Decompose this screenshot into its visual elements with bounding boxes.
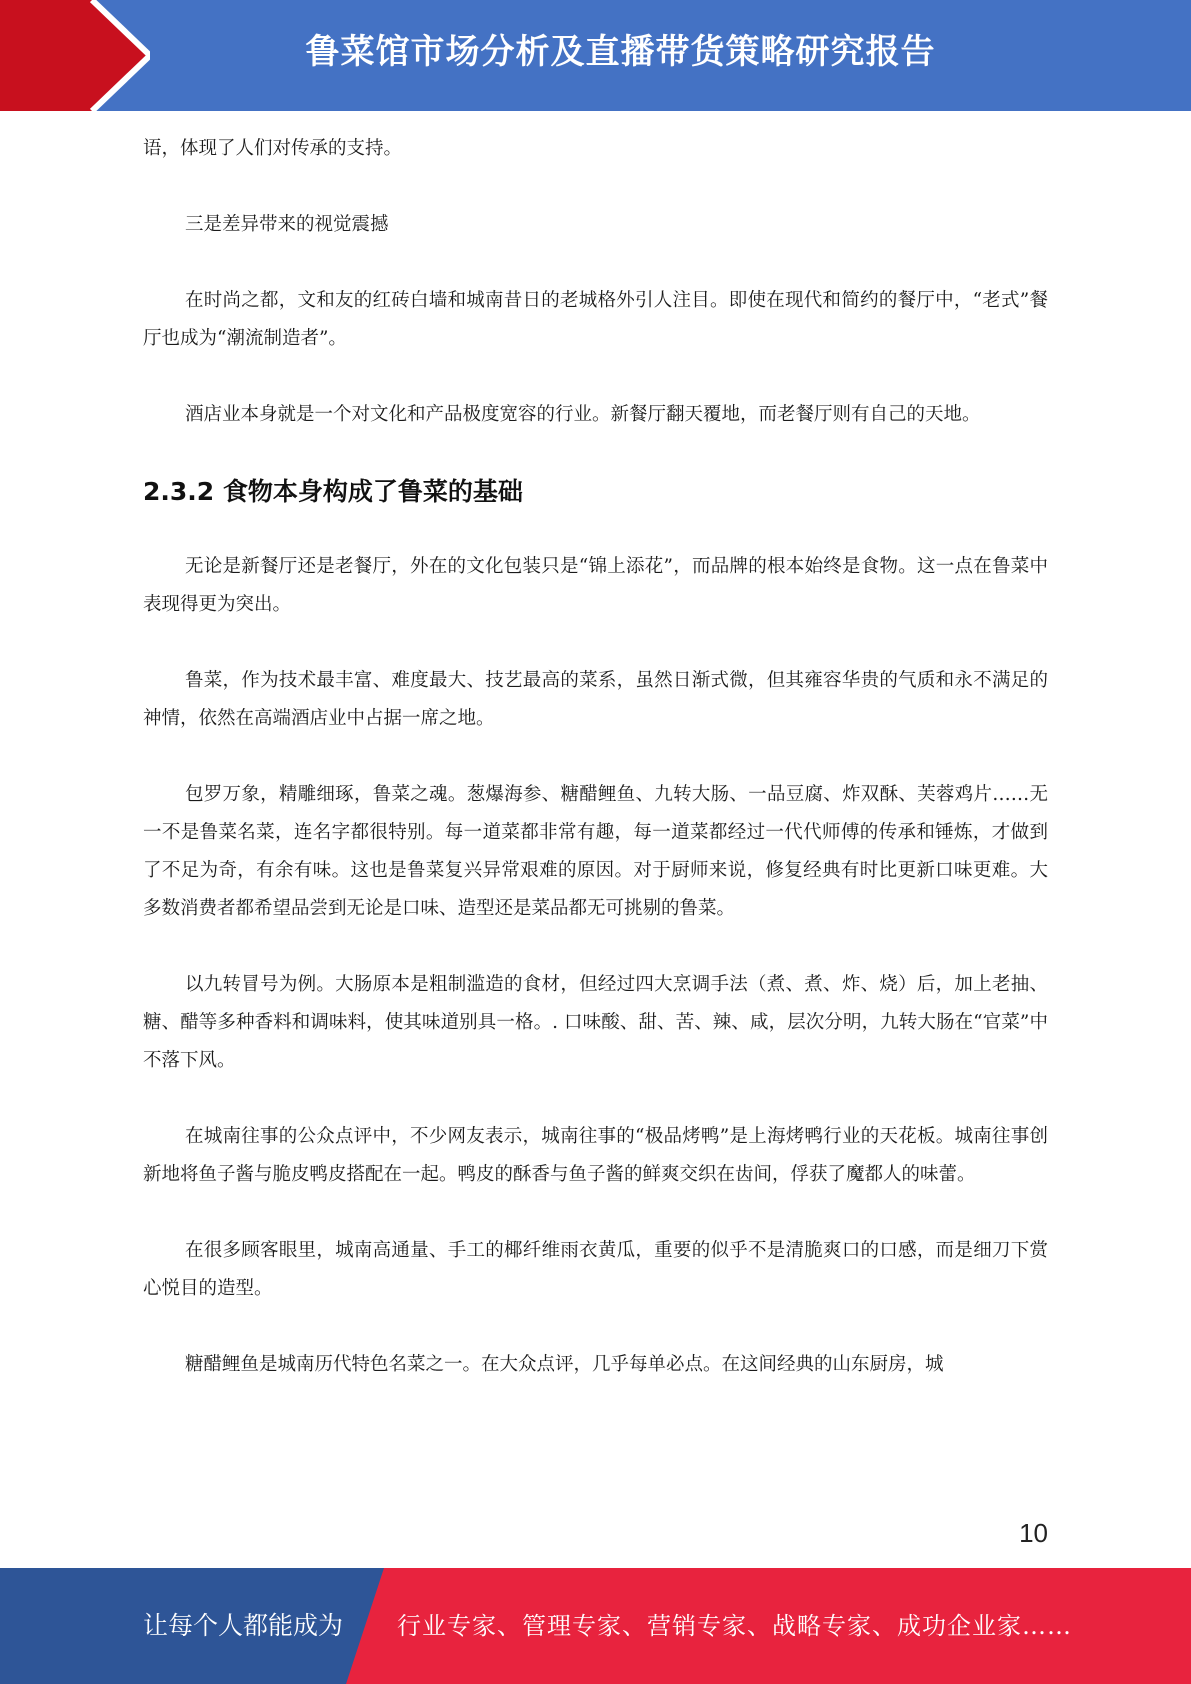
- paragraph: 鲁菜，作为技术最丰富、难度最大、技艺最高的菜系，虽然日渐式微，但其雍容华贵的气质和永不满足的神情，依然在高端酒店业中占据一席之地。: [143, 670, 1048, 729]
- header-red-chevron: [0, 0, 150, 111]
- paragraph: 语，体现了人们对传承的支持。: [143, 138, 403, 159]
- paragraph: 糖醋鲤鱼是城南历代特色名菜之一。在大众点评，几乎每单必点。在这间经典的山东厨房，城: [185, 1354, 944, 1375]
- footer-slogan-right: 行业专家、管理专家、营销专家、战略专家、成功企业家……: [397, 1612, 1072, 1640]
- footer-slogan-left: 让每个人都能成为: [143, 1611, 344, 1640]
- paragraph: 在很多顾客眼里，城南高通量、手工的椰纤维雨衣黄瓜，重要的似乎不是清脆爽口的口感，而是细刀下赏心悦目的造型。: [143, 1240, 1048, 1299]
- paragraph: 在城南往事的公众点评中，不少网友表示，城南往事的“极品烤鸭”是上海烤鸭行业的天花板。城南往事创新地将鱼子酱与脆皮鸭皮搭配在一起。鸭皮的酥香与鱼子酱的鲜爽交织在齿间，俘获了魔都人的味蕾。: [143, 1126, 1048, 1185]
- section-heading: 2.3.2 食物本身构成了鲁菜的基础: [143, 477, 523, 506]
- paragraph: 酒店业本身就是一个对文化和产品极度宽容的行业。新餐厅翻天覆地，而老餐厅则有自己的天地。: [185, 404, 981, 425]
- page-number: 10: [1019, 1518, 1048, 1548]
- paragraph: 以九转冒号为例。大肠原本是粗制滥造的食材，但经过四大烹调手法（煮、煮、炸、烧）后，加上老抽、糖、醋等多种香料和调味料，使其味道别具一格。. 口味酸、甜、苦、辣、咸，层次分明，九转大肠在“官菜”中不落下风。: [143, 974, 1048, 1071]
- header-title: 鲁菜馆市场分析及直播带货策略研究报告: [305, 32, 936, 72]
- page-footer-band: [0, 1568, 1191, 1684]
- paragraph: 无论是新餐厅还是老餐厅，外在的文化包装只是“锦上添花”，而品牌的根本始终是食物。这一点在鲁菜中表现得更为突出。: [143, 556, 1048, 615]
- paragraph: 三是差异带来的视觉震撼: [185, 214, 389, 235]
- paragraph: 在时尚之都，文和友的红砖白墙和城南昔日的老城格外引人注目。即使在现代和简约的餐厅中，“老式”餐厅也成为“潮流制造者”。: [143, 290, 1048, 349]
- page-header-band: [0, 0, 1191, 111]
- document-body: [143, 130, 1048, 1422]
- paragraph: 包罗万象，精雕细琢，鲁菜之魂。葱爆海参、糖醋鲤鱼、九转大肠、一品豆腐、炸双酥、芙蓉鸡片……无一不是鲁菜名菜，连名字都很特别。每一道菜都非常有趣，每一道菜都经过一代代师傅的传承和锤炼，才做到了不足为奇，有余有味。这也是鲁菜复兴异常艰难的原因。对于厨师来说，修复经典有时比更新口味更难。大多数消费者都希望品尝到无论是口味、造型还是菜品都无可挑剔的鲁菜。: [143, 784, 1048, 919]
